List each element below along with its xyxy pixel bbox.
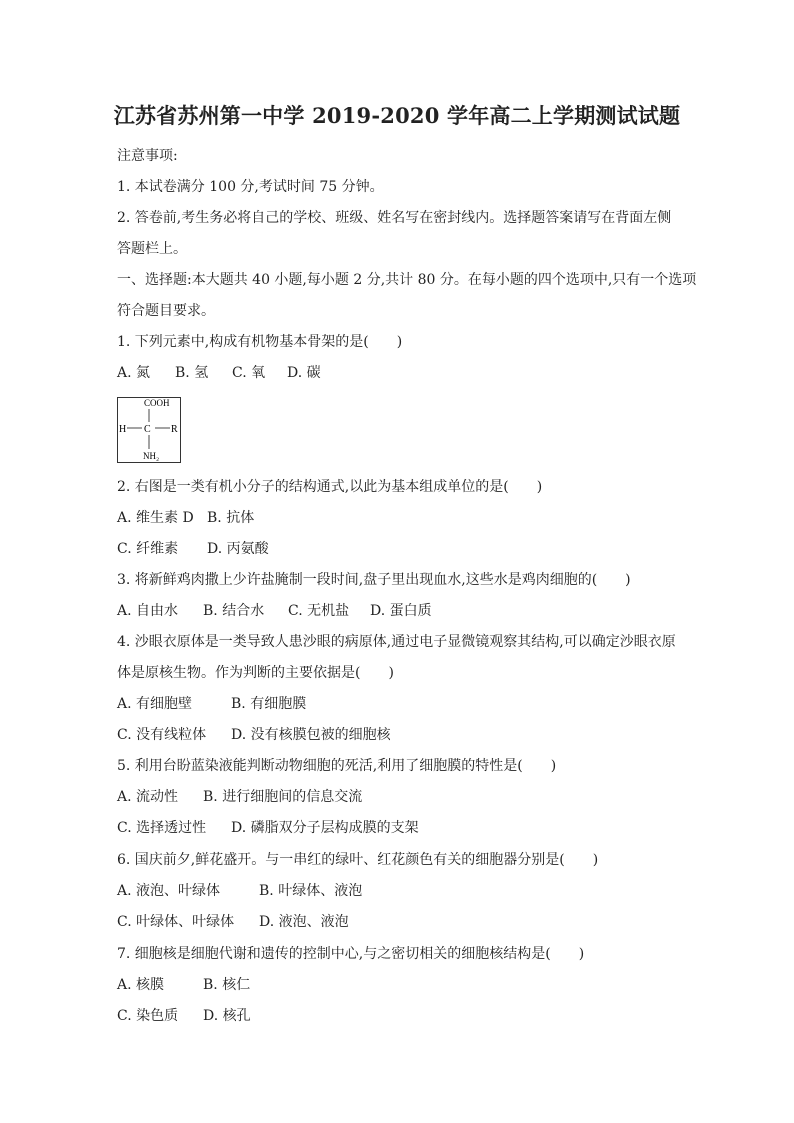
question-4-options-row-1: [117, 694, 306, 714]
q4-option-c: C. 没有线粒体: [117, 727, 207, 743]
q2-option-d: D. 丙氨酸: [207, 541, 269, 557]
exam-title: 江苏省苏州第一中学 2019-2020 学年高二上学期测试试题: [113, 103, 681, 128]
notice-heading: 注意事项:: [117, 148, 178, 164]
notice-item-2-line-2: 答题栏上。: [117, 241, 187, 257]
q5-option-a: A. 流动性: [117, 789, 179, 805]
q6-option-c: C. 叶绿体、叶绿体: [117, 914, 235, 930]
question-6-stem: 6. 国庆前夕,鲜花盛开。与一串红的绿叶、红花颜色有关的细胞器分别是( ): [117, 852, 599, 868]
notice-item-1: 1. 本试卷满分 100 分,考试时间 75 分钟。: [117, 179, 384, 195]
q5-option-c: C. 选择透过性: [117, 820, 207, 836]
q4-option-d: D. 没有核膜包被的细胞核: [231, 727, 391, 743]
q3-option-a: A. 自由水: [117, 603, 179, 619]
question-2-options-row-1: [117, 508, 254, 528]
question-7-options-row-2: [117, 1006, 251, 1026]
q3-option-d: D. 蛋白质: [370, 603, 432, 619]
question-3-options: [117, 601, 432, 621]
q4-option-b: B. 有细胞膜: [231, 696, 307, 712]
question-2-options-row-2: [117, 539, 269, 559]
question-1-options: [117, 363, 321, 383]
question-2-stem: 2. 右图是一类有机小分子的结构通式,以此为基本组成单位的是( ): [117, 479, 543, 495]
q7-option-b: B. 核仁: [203, 977, 251, 993]
question-5-options-row-1: [117, 787, 362, 807]
formula-center: C: [144, 424, 151, 435]
notice-item-2-line-1: 2. 答卷前,考生务必将自己的学校、班级、姓名写在密封线内。选择题答案请写在背面左侧: [117, 210, 672, 226]
question-4-stem-line-2: 体是原核生物。作为判断的主要依据是( ): [117, 665, 394, 681]
question-3-stem: 3. 将新鲜鸡肉撒上少许盐腌制一段时间,盘子里出现血水,这些水是鸡肉细胞的( ): [117, 572, 631, 588]
q1-option-b: B. 氢: [175, 365, 209, 381]
q6-option-d: D. 液泡、液泡: [259, 914, 349, 930]
q4-option-a: A. 有细胞壁: [117, 696, 193, 712]
amino-acid-formula-diagram: [117, 397, 181, 463]
question-6-options-row-1: [117, 881, 362, 901]
question-7-stem: 7. 细胞核是细胞代谢和遗传的控制中心,与之密切相关的细胞核结构是( ): [117, 946, 585, 962]
formula-right: R: [171, 424, 178, 435]
q5-option-b: B. 进行细胞间的信息交流: [203, 789, 363, 805]
question-6-options-row-2: [117, 912, 349, 932]
q2-option-c: C. 纤维素: [117, 541, 179, 557]
q1-option-c: C. 氧: [232, 365, 266, 381]
q2-option-b: B. 抗体: [207, 510, 255, 526]
q3-option-b: B. 结合水: [203, 603, 265, 619]
q6-option-b: B. 叶绿体、液泡: [259, 883, 363, 899]
formula-top: COOH: [144, 398, 170, 408]
formula-left: H: [119, 424, 127, 435]
q1-option-d: D. 碳: [287, 365, 321, 381]
q5-option-d: D. 磷脂双分子层构成膜的支架: [231, 820, 419, 836]
section-heading-line-1: 一、选择题:本大题共 40 小题,每小题 2 分,共计 80 分。在每小题的四个选项中,只有一个选项: [117, 272, 697, 288]
question-7-options-row-1: [117, 975, 250, 995]
q7-option-d: D. 核孔: [203, 1008, 251, 1024]
q6-option-a: A. 液泡、叶绿体: [117, 883, 221, 899]
q2-option-a: A. 维生素 D: [117, 510, 194, 526]
q7-option-a: A. 核膜: [117, 977, 165, 993]
q7-option-c: C. 染色质: [117, 1008, 179, 1024]
question-1-stem: 1. 下列元素中,构成有机物基本骨架的是( ): [117, 334, 403, 350]
question-4-stem-line-1: 4. 沙眼衣原体是一类导致人患沙眼的病原体,通过电子显微镜观察其结构,可以确定沙眼衣原: [117, 634, 676, 650]
question-5-stem: 5. 利用台盼蓝染液能判断动物细胞的死活,利用了细胞膜的特性是( ): [117, 758, 557, 774]
formula-bottom: NH₂: [143, 451, 160, 461]
section-heading-line-2: 符合题目要求。: [117, 303, 215, 319]
question-5-options-row-2: [117, 818, 419, 838]
question-4-options-row-2: [117, 725, 391, 745]
q1-option-a: A. 氮: [117, 365, 151, 381]
q3-option-c: C. 无机盐: [288, 603, 350, 619]
